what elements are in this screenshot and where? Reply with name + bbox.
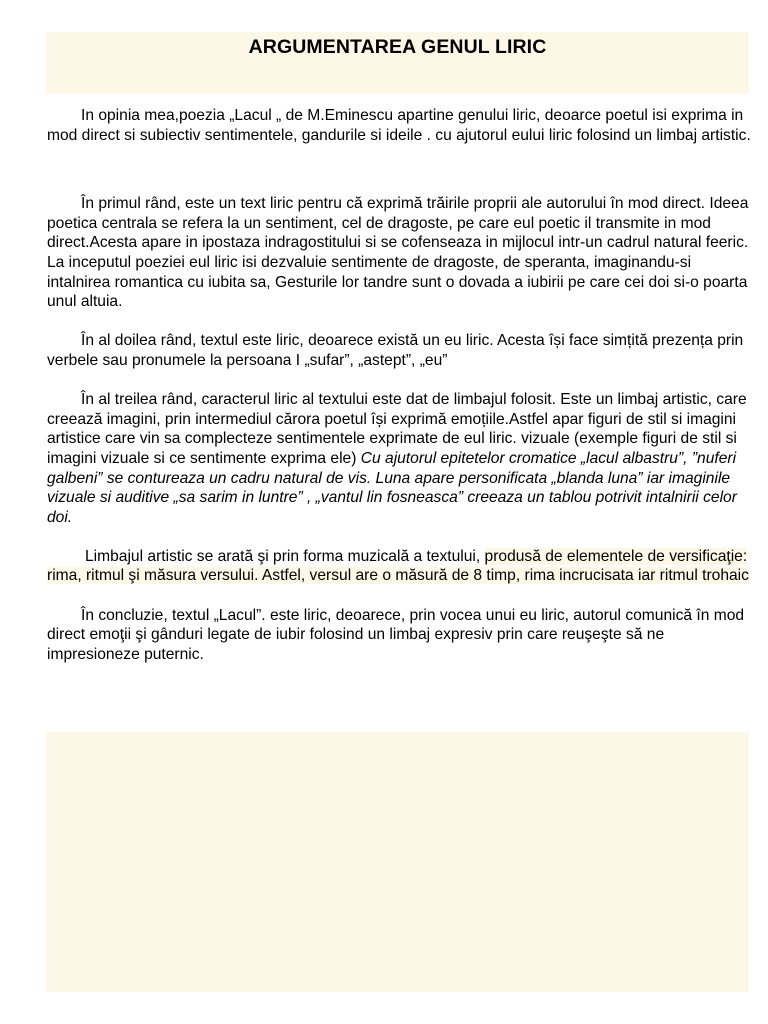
paragraph-intro-text: In opinia mea,poezia „Lacul „ de M.Eminescu apartine genului liric, deoarce poetul isi exprima in mod direct si subiectiv sentimentele, gandurile si ideile . cu ajutorul eului liric folosind un limbaj artistic. (47, 107, 751, 144)
paragraph-conclusion (47, 606, 752, 665)
document-body (47, 106, 752, 664)
document-title: ARGUMENTAREA GENUL LIRIC (248, 36, 547, 58)
paragraph-conclusion-text: În concluzie, textul „Lacul”. este liric, deoarece, prin vocea unui eu liric, autorul comunică în mod direct emoţii şi gânduri legate de iubir folosind un limbaj expresiv prin care reuşeşte să ne impresioneze puternic. (47, 606, 745, 663)
paragraph-musical-form (47, 547, 752, 586)
paragraph-first-argument (47, 194, 752, 312)
paragraph-musical-form-highlight: produsă de elementele de versificaţie: rima, ritmul şi măsura versului. Astfel, versul are o măsură de 8 timp, rima incrucisata iar ritmul trohaic (47, 547, 749, 585)
paragraph-intro (47, 106, 752, 145)
paragraph-third-argument-text: În al treilea rând, caracterul liric al textului este dat de limbajul folosit. Este un limbaj artistic, care creează imagini, prin intermediul cărora poetul își exprimă emoțiile.Astfel apar figuri de stil si imagini artistice care vin sa complecteze sentimentele exprimate de eul liric. vizuale (exemple figuri de stil si imagini vizuale si ce sentimente exprima ele) (47, 391, 747, 467)
paragraph-first-argument-text: În primul rând, este un text liric pentru că exprimă trăirile proprii ale autorului în mod direct. Ideea poetica centrala se refera la un sentiment, cel de dragoste, pe care eul poetic il transmite in mod direct.Acesta apare in ipostaza indragostitului si se cofenseaza in mijlocul intr-un cadrul natural feeric. La inceputul poeziei eul liric isi dezvaluie sentimente de dragoste, de speranta, imaginandu-si intalnirea romantica cu iubita sa, Gesturile lor tandre sunt o dovada a iubirii pe care cei doi si-o poarta unul altuia. (47, 195, 749, 311)
page-bottom-background (46, 732, 749, 992)
paragraph-third-argument-italic: Cu ajutorul epitetelor cromatice „lacul albastru”, ”nuferi galbeni” se contureaza un cadru natural de vis. Luna apare personificata „blanda luna” iar imaginile vizuale si auditive „sa sarim in luntre” , „vantul lin fosneasca” creeaza un tablou potrivit intalnirii celor doi. (47, 449, 737, 526)
paragraph-musical-form-text: Limbajul artistic se arată şi prin forma muzicală a textului, (85, 547, 485, 565)
paragraph-third-argument (47, 390, 752, 527)
paragraph-second-argument-text: În al doilea rând, textul este liric, deoarece există un eu liric. Acesta își face simțită prezența prin verbele sau pronumele la persoana I „sufar”, „astept”, „eu” (47, 332, 744, 369)
paragraph-second-argument (47, 331, 752, 370)
